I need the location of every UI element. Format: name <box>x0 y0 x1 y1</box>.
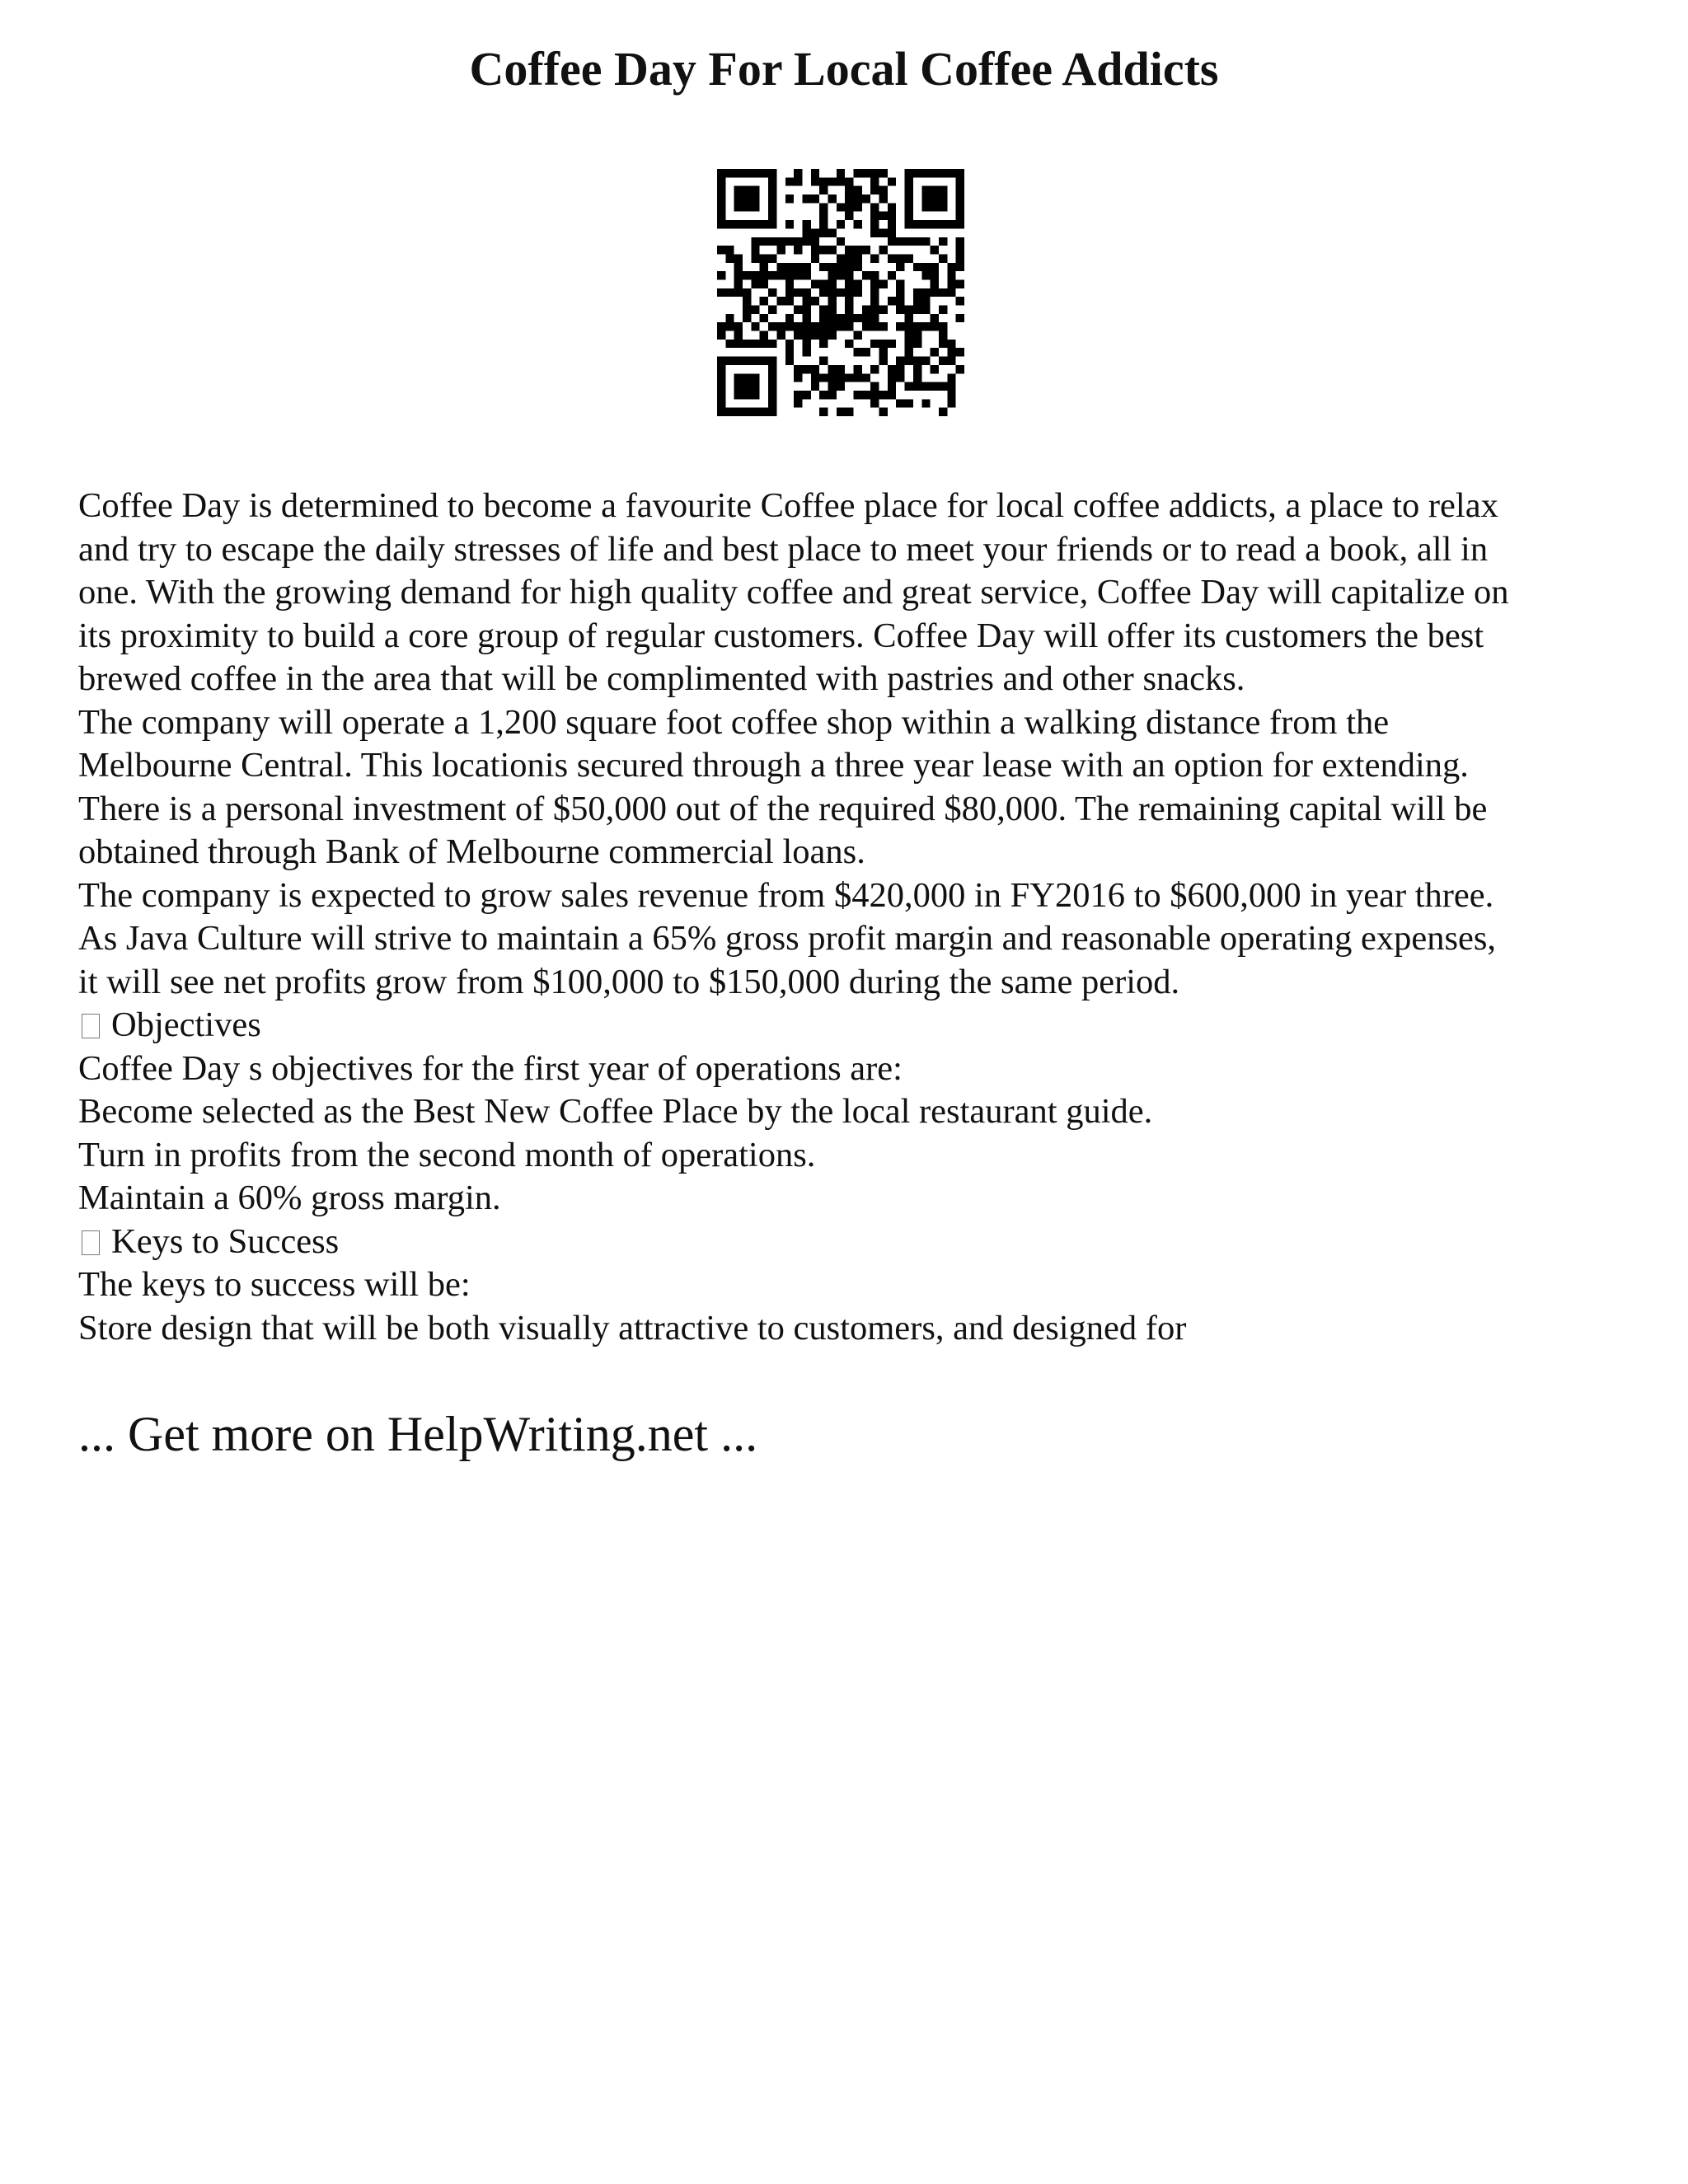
missing-glyph-box-icon <box>82 1014 100 1038</box>
paragraph-line: The company will operate a 1,200 square foot coffee shop within a walking distance from the <box>78 702 1390 742</box>
paragraph-line: Turn in profits from the second month of operations. <box>78 1135 816 1174</box>
paragraph-line: it will see net profits grow from $100,000 to $150,000 during the same period. <box>78 962 1180 1001</box>
paragraph-line: Become selected as the Best New Coffee Place by the local restaurant guide. <box>78 1092 1153 1131</box>
paragraph-line: There is a personal investment of $50,000 out of the required $80,000. The remaining capital will be <box>78 789 1488 828</box>
paragraph-line: As Java Culture will strive to maintain a 65% gross profit margin and reasonable operating expenses, <box>78 919 1497 958</box>
paragraph-line: and try to escape the daily stresses of life and best place to meet your friends or to read a book, all in <box>78 529 1489 569</box>
section-heading-label: Objectives <box>111 1005 261 1044</box>
qr-code-icon[interactable] <box>717 169 964 416</box>
section-heading-keys-to-success <box>78 1221 1628 1264</box>
paragraph-line: Store design that will be both visually attractive to customers, and designed for <box>78 1308 1187 1347</box>
paragraph-line: its proximity to build a core group of regular customers. Coffee Day will offer its customers the best <box>78 616 1484 655</box>
section-heading-objectives <box>78 1004 1628 1047</box>
paragraph-line: The company is expected to grow sales revenue from $420,000 in FY2016 to $600,000 in year three. <box>78 875 1494 915</box>
body-text <box>78 485 1628 1350</box>
paragraph-line: Melbourne Central. This locationis secured through a three year lease with an option for extending. <box>78 746 1469 785</box>
paragraph-line: The keys to success will be: <box>78 1265 471 1304</box>
helpwriting-link[interactable]: ... Get more on HelpWriting.net ... <box>78 1407 758 1461</box>
section-heading-label: Keys to Success <box>111 1221 340 1261</box>
paragraph-line: Coffee Day s objectives for the first year of operations are: <box>78 1048 903 1088</box>
document-title: Coffee Day For Local Coffee Addicts <box>469 42 1219 96</box>
paragraph-line: brewed coffee in the area that will be complimented with pastries and other snacks. <box>78 659 1245 698</box>
qr-code-graphic <box>717 169 964 416</box>
paragraph-line: one. With the growing demand for high quality coffee and great service, Coffee Day will capitalize on <box>78 573 1509 612</box>
paragraph-line: Coffee Day is determined to become a favourite Coffee place for local coffee addicts, a place to relax <box>78 486 1498 525</box>
paragraph-line: Maintain a 60% gross margin. <box>78 1179 501 1217</box>
paragraph-line: obtained through Bank of Melbourne commercial loans. <box>78 832 865 871</box>
missing-glyph-box-icon <box>82 1230 100 1255</box>
